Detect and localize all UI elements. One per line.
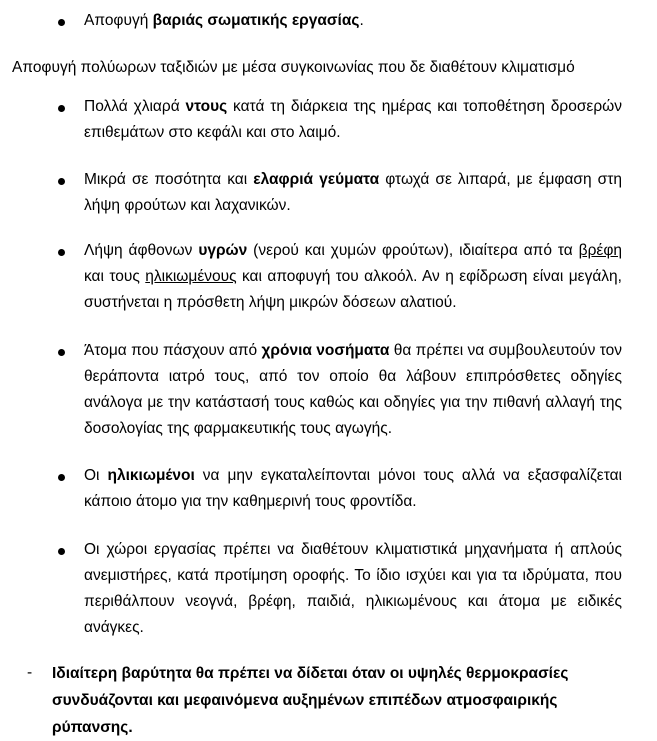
bullet-icon (58, 349, 65, 356)
bold-text-run: ντους (185, 98, 228, 115)
list-item-text (84, 463, 622, 515)
bold-text-run: βαριάς σωματικής εργασίας (152, 12, 360, 29)
text-run: Πολλά χλιαρά (84, 98, 186, 115)
bold-text-run: Ιδιαίτερη βαρύτητα θα πρέπει να δίδεται όταν οι υψηλές θερμοκρασίες συνδυάζονται και μεφαινόμενα αυξημένων επιπέδων ατμοσφαιρικής ρύπανσης. (52, 665, 569, 736)
bold-text-run: χρόνια νοσήματα (261, 342, 390, 359)
underlined-text-run: βρέφη (578, 242, 622, 259)
text-run: κατά τη διάρκεια της ημέρας και τοποθέτηση δροσερών επιθεμάτων στο κεφάλι και στο λαιμό. (84, 98, 623, 141)
bullet-icon (58, 548, 65, 555)
text-run: θα πρέπει να συμβουλευτούν τον θεράποντα ιατρό τους, από τον οποίο θα λάβουν επιπρόσθετες οδηγίες ανάλογα με την κατάστασή τους καθώς και οδηγίες για την πιθανή αλλαγή της δοσολογίας της φαρμακευτικής τους αγωγής. (84, 342, 622, 437)
text-run: Αποφυγή (84, 12, 153, 29)
text-run: . (359, 12, 364, 29)
list-item-text (84, 167, 622, 219)
text-run: Οι χώροι εργασίας πρέπει να διαθέτουν κλιματιστικά μηχανήματα ή απλούς ανεμιστήρες, κατά προτίμηση οροφής. Το ίδιο ισχύει και για τα ιδρύματα, που περιθάλπουν νεογνά, βρέφη, παιδιά, ηλικιωμένους και άτομα με ειδικές ανάγκες. (84, 541, 622, 636)
bold-text-run: ηλικιωμένοι (107, 467, 195, 484)
text-run: να μην εγκαταλείπονται μόνοι τους αλλά να εξασφαλίζεται κάποιο άτομο για την καθημερινή τους φροντίδα. (84, 467, 623, 510)
bullet-icon (58, 178, 65, 185)
bold-text-run: ελαφριά γεύματα (253, 171, 380, 188)
text-run: (νερού και χυμών φρούτων), ιδιαίτερα από τα (247, 242, 579, 259)
dash-marker: - (27, 664, 33, 681)
bullet-icon (58, 19, 65, 26)
text-run: Άτομα που πάσχουν από (84, 342, 262, 359)
text-run: και αποφυγή του αλκοόλ. Αν η εφίδρωση είναι μεγάλη, συστήνεται η πρόσθετη λήψη μικρών δόσεων αλατιού. (84, 268, 622, 311)
list-item-text (84, 8, 622, 34)
list-item-text (84, 238, 622, 316)
text-run: και τους (84, 268, 146, 285)
bullet-icon (58, 105, 65, 112)
dash-item-text (52, 660, 604, 741)
text-run: φτωχά σε λιπαρά, με έμφαση στη λήψη φρούτων και λαχανικών. (84, 171, 622, 214)
paragraph (12, 55, 652, 81)
list-item-text (84, 94, 622, 146)
text-run: Μικρά σε ποσότητα και (84, 171, 254, 188)
list-item-text (84, 338, 622, 442)
bullet-icon (58, 474, 65, 481)
bold-text-run: υγρών (198, 242, 248, 259)
text-run: Οι (84, 467, 108, 484)
bullet-icon (58, 249, 65, 256)
text-run: Αποφυγή πολύωρων ταξιδιών με μέσα συγκοινωνίας που δε διαθέτουν κλιματισμό (12, 59, 575, 76)
underlined-text-run: ηλικιωμένους (145, 268, 237, 285)
list-item-text (84, 537, 622, 641)
text-run: Λήψη άφθονων (84, 242, 199, 259)
